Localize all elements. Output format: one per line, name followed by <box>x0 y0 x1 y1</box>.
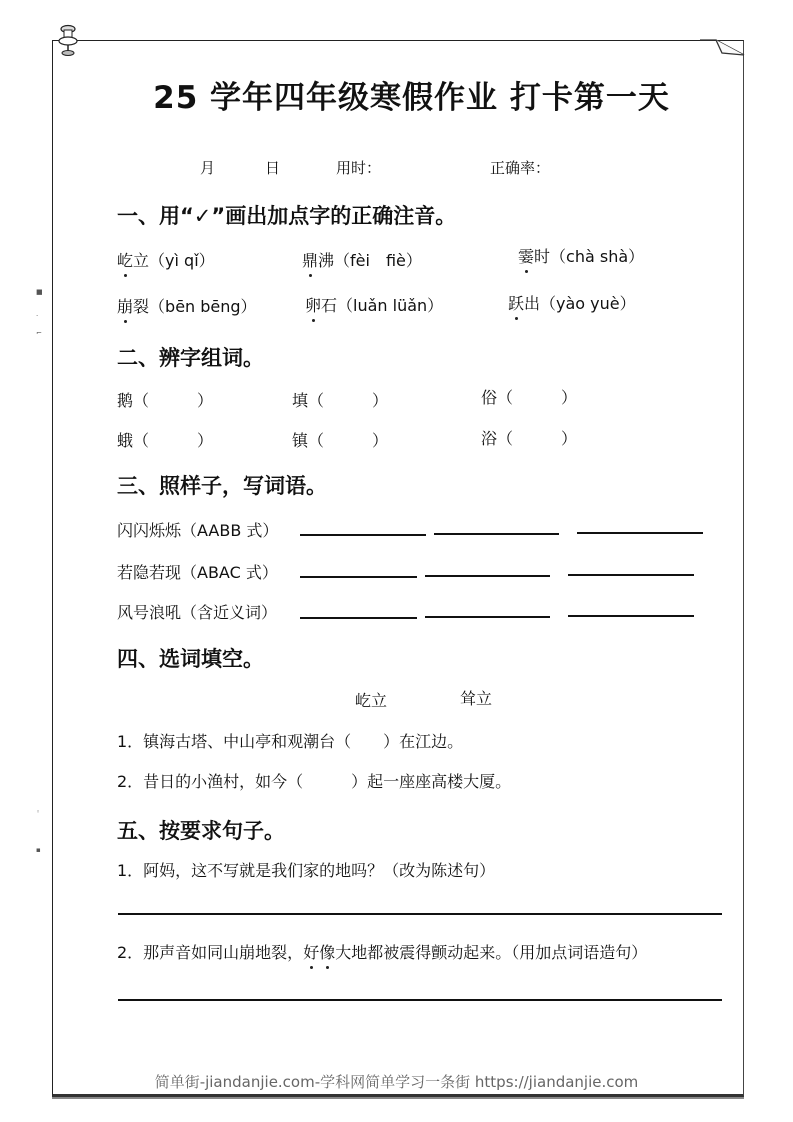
dotted-char: 崩 <box>117 294 133 317</box>
char: 出 <box>524 294 541 313</box>
page-title: 25 学年四年级寒假作业 打卡第一天 <box>153 80 670 116</box>
margin-mark: ⌐ <box>36 329 42 337</box>
char: 石 <box>321 296 338 315</box>
answer-blank[interactable]: （ ） <box>133 391 214 410</box>
month-label: 月 <box>200 159 216 177</box>
answer-blank[interactable]: （ ） <box>497 388 578 407</box>
answer-line[interactable] <box>300 534 426 536</box>
pinyin-item <box>117 294 257 317</box>
pinyin-item <box>117 248 215 271</box>
char: 浴 <box>481 429 498 448</box>
fill-question: 1．镇海古塔、中山亭和观潮台（ ）在江边。 <box>117 732 464 751</box>
answer-line[interactable] <box>577 532 703 534</box>
pinyin-item <box>302 248 422 271</box>
section-5-heading: 五、按要求句子。 <box>117 819 285 843</box>
pinyin-options: （yì qǐ） <box>149 251 215 270</box>
pinyin-options: （bēn bēng） <box>149 297 257 316</box>
answer-line[interactable] <box>568 615 694 617</box>
pattern-label: 闪闪烁烁（AABB 式） <box>117 521 279 540</box>
answer-line[interactable] <box>300 576 417 578</box>
word-choice: 屹立 <box>355 691 388 710</box>
char: 填 <box>292 391 309 410</box>
dotted-char: 鼎 <box>302 248 318 271</box>
section-4-heading: 四、选词填空。 <box>117 647 264 671</box>
answer-line[interactable] <box>568 574 694 576</box>
dotted-char: 好 <box>303 940 319 963</box>
answer-line[interactable] <box>425 616 550 618</box>
answer-line[interactable] <box>118 999 722 1001</box>
margin-mark: ▪ <box>36 846 41 854</box>
dotted-char: 屹 <box>117 248 133 271</box>
footer-watermark: 简单街-jiandanjie.com-学科网简单学习一条街 https://jiandanjie.com <box>154 1073 639 1091</box>
sentence-part: 2．那声音如同山崩地裂， <box>117 943 304 962</box>
char: 立 <box>133 251 150 270</box>
word-item <box>292 428 388 451</box>
sentence-part: 大地都被震得颤动起来。（用加点词语造句） <box>335 943 648 962</box>
answer-line[interactable] <box>425 575 550 577</box>
dotted-char: 霎 <box>518 244 534 267</box>
char: 俗 <box>481 388 498 407</box>
word-item <box>292 388 388 411</box>
margin-mark: ■ <box>36 288 43 296</box>
section-2-heading: 二、辨字组词。 <box>117 346 264 370</box>
char: 镇 <box>292 431 309 450</box>
sentence-question: 1．阿妈，这不写就是我们家的地吗？（改为陈述句） <box>117 861 496 880</box>
word-item <box>117 428 213 451</box>
char: 裂 <box>133 297 150 316</box>
answer-blank[interactable]: （ ） <box>308 431 389 450</box>
answer-line[interactable] <box>434 533 559 535</box>
word-item <box>117 388 213 411</box>
answer-line[interactable] <box>118 913 722 915</box>
pinyin-item <box>305 293 443 316</box>
answer-blank[interactable]: （ ） <box>133 431 214 450</box>
char: 时 <box>534 247 551 266</box>
folded-corner-icon <box>700 28 746 56</box>
word-choice: 耸立 <box>460 689 493 708</box>
dotted-char: 像 <box>319 940 335 963</box>
fill-question: 2．昔日的小渔村，如今（ ）起一座座高楼大厦。 <box>117 772 512 791</box>
char: 鹅 <box>117 391 134 410</box>
pinyin-options: （fèi fiè） <box>334 251 422 270</box>
margin-mark: · <box>36 312 39 320</box>
pinyin-options: （chà shà） <box>550 247 645 266</box>
sentence-question <box>117 940 647 963</box>
pinyin-options: （yào yuè） <box>540 294 636 313</box>
dotted-char: 跃 <box>508 291 524 314</box>
pinyin-options: （luǎn lüǎn） <box>337 296 444 315</box>
answer-blank[interactable]: （ ） <box>308 391 389 410</box>
accuracy-label: 正确率： <box>490 159 551 177</box>
pattern-label: 若隐若现（ABAC 式） <box>117 563 278 582</box>
dotted-char: 卵 <box>305 293 321 316</box>
answer-blank[interactable]: （ ） <box>497 429 578 448</box>
char: 蛾 <box>117 431 134 450</box>
char: 沸 <box>318 251 335 270</box>
answer-line[interactable] <box>300 617 417 619</box>
pinyin-item <box>518 244 644 267</box>
pattern-label: 风号浪吼（含近义词） <box>117 603 278 622</box>
pushpin-icon <box>56 24 86 58</box>
section-1-heading: 一、用“✓”画出加点字的正确注音。 <box>117 204 457 228</box>
section-3-heading: 三、照样子，写词语。 <box>117 474 327 498</box>
time-label: 用时： <box>336 159 382 177</box>
word-item <box>481 426 577 449</box>
word-item <box>481 385 577 408</box>
day-label: 日 <box>265 159 281 177</box>
pinyin-item <box>508 291 636 314</box>
margin-mark: ◦ <box>36 808 41 816</box>
